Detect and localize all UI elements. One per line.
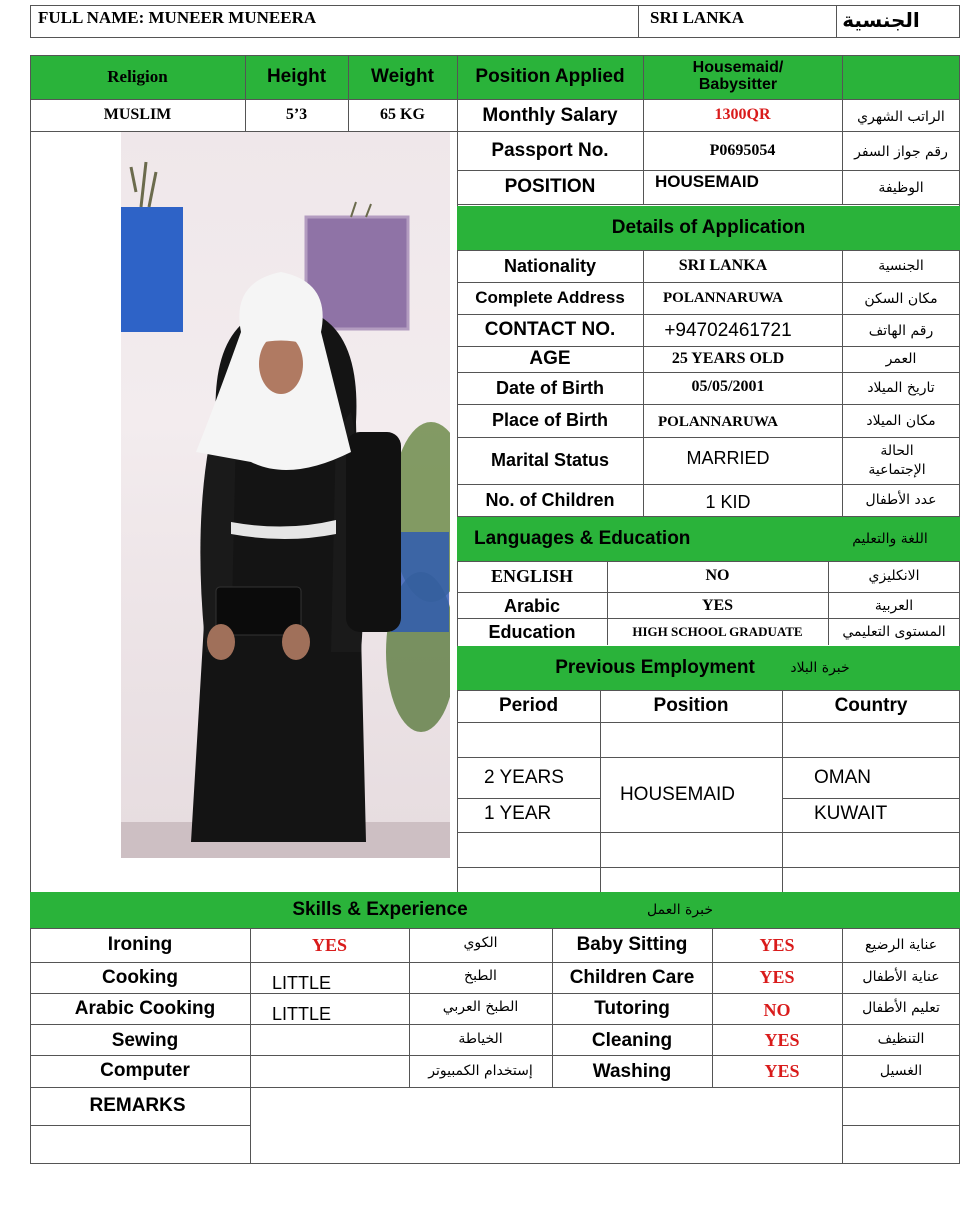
skill-tutoring-value: NO xyxy=(763,1000,791,1021)
skills-title-ar: خبرة العمل xyxy=(647,901,713,918)
skill-children-care-value: YES xyxy=(759,967,795,988)
contact-value: +94702461721 xyxy=(664,320,792,342)
position-value: HOUSEMAID xyxy=(655,172,759,192)
photo-illustration xyxy=(121,132,450,858)
skill-cleaning-ar: التنظيف xyxy=(877,1031,925,1048)
education-value: HIGH SCHOOL GRADUATE xyxy=(632,624,803,640)
skill-sewing-value xyxy=(250,1024,409,1055)
skill-ironing-ar: الكوي xyxy=(463,934,498,951)
header-nationality-ar: الجنسية xyxy=(842,7,920,32)
skill-tutoring-ar: تعليم الأطفال xyxy=(862,1000,940,1017)
religion-value: MUSLIM xyxy=(103,106,172,124)
employment-title-ar: خبرة البلاد xyxy=(790,659,850,676)
skill-baby-sitting-label: Baby Sitting xyxy=(576,934,688,956)
children-value: 1 KID xyxy=(705,491,751,512)
pob-value: POLANNARUWA xyxy=(658,413,778,430)
monthly-salary-ar: الراتب الشهري xyxy=(857,108,945,125)
skill-ironing-value: YES xyxy=(311,934,347,955)
religion-label: Religion xyxy=(107,67,168,87)
nationality-value: SRI LANKA xyxy=(678,256,768,274)
age-ar: العمر xyxy=(885,350,917,367)
position-label: POSITION xyxy=(504,176,596,198)
weight-label: Weight xyxy=(371,66,434,88)
skill-children-care-ar: عناية الأطفال xyxy=(862,969,940,986)
languages-title-ar: اللغة والتعليم xyxy=(852,530,928,547)
address-ar: مكان السكن xyxy=(864,290,938,307)
country-col-header: Country xyxy=(834,695,908,717)
weight-value: 65 KG xyxy=(380,106,425,124)
skill-cleaning-value: YES xyxy=(764,1030,800,1051)
arabic-ar: العربية xyxy=(874,597,914,614)
skills-title: Skills & Experience xyxy=(292,899,468,921)
address-label: Complete Address xyxy=(475,288,625,308)
skill-arabic-cooking-ar: الطبخ العربي xyxy=(442,998,519,1015)
skill-arabic-cooking-label: Arabic Cooking xyxy=(74,997,216,1019)
english-value: NO xyxy=(705,567,730,585)
english-ar: الانكليزي xyxy=(868,568,920,585)
dob-label: Date of Birth xyxy=(496,377,604,398)
skill-cooking-value: LITTLE xyxy=(272,973,332,994)
skill-washing-value: YES xyxy=(764,1061,800,1082)
details-title: Details of Application xyxy=(611,217,806,239)
marital-ar: الحالة الإجتماعية xyxy=(868,443,926,478)
position-col-header: Position xyxy=(653,695,729,717)
skill-sewing-ar: الخياطة xyxy=(458,1031,503,1048)
skill-baby-sitting-value: YES xyxy=(759,934,795,955)
monthly-salary-label: Monthly Salary xyxy=(482,104,618,126)
full-name: FULL NAME: MUNEER MUNEERA xyxy=(38,7,317,27)
skill-computer-ar: إستخدام الكمبيوتر xyxy=(428,1062,533,1079)
passport-label: Passport No. xyxy=(491,140,609,162)
arabic-value: YES xyxy=(701,596,734,614)
education-ar: المستوى التعليمي xyxy=(842,623,946,640)
header-nationality: SRI LANKA xyxy=(650,7,744,27)
skill-cleaning-label: Cleaning xyxy=(591,1029,673,1051)
languages-title: Languages & Education xyxy=(474,528,691,550)
employment-country-1: OMAN xyxy=(814,767,871,789)
skill-cooking-label: Cooking xyxy=(102,966,178,988)
dob-value: 05/05/2001 xyxy=(691,377,765,395)
height-label: Height xyxy=(266,66,327,88)
skill-washing-ar: الغسيل xyxy=(879,1063,923,1080)
education-label: Education xyxy=(488,621,576,642)
remarks-field xyxy=(250,1087,842,1164)
pob-label: Place of Birth xyxy=(491,410,609,431)
employment-title: Previous Employment xyxy=(555,657,755,679)
age-value: 25 YEARS OLD xyxy=(671,349,785,367)
skill-sewing-label: Sewing xyxy=(111,1029,179,1051)
remarks-label: REMARKS xyxy=(89,1095,186,1117)
employment-period-2: 1 YEAR xyxy=(484,803,552,825)
marital-value: MARRIED xyxy=(686,447,770,468)
contact-label: CONTACT NO. xyxy=(484,319,616,341)
pob-ar: مكان الميلاد xyxy=(866,412,936,429)
employment-period-1: 2 YEARS xyxy=(484,767,564,789)
applicant-photo xyxy=(121,132,450,858)
dob-ar: تاريخ الميلاد xyxy=(867,379,935,396)
skills-header xyxy=(30,892,960,928)
contact-ar: رقم الهاتف xyxy=(868,322,934,339)
skill-baby-sitting-ar: عناية الرضيع xyxy=(864,936,938,953)
skill-computer-value xyxy=(250,1055,409,1087)
skill-washing-label: Washing xyxy=(592,1060,672,1082)
backpack xyxy=(346,432,401,632)
period-col-header: Period xyxy=(498,695,559,717)
arabic-label: Arabic xyxy=(503,595,561,616)
children-label: No. of Children xyxy=(485,489,615,510)
passport-value: P0695054 xyxy=(709,141,776,159)
age-label: AGE xyxy=(529,348,571,370)
employment-country-2: KUWAIT xyxy=(814,803,888,825)
nationality-ar: الجنسية xyxy=(878,257,924,274)
skill-children-care-label: Children Care xyxy=(569,966,695,988)
skill-arabic-cooking-value: LITTLE xyxy=(272,1004,332,1025)
skill-tutoring-label: Tutoring xyxy=(594,997,670,1019)
blue-planter xyxy=(121,207,183,332)
position-applied-value: Housemaid/ Babysitter xyxy=(692,59,784,93)
face xyxy=(259,334,303,394)
position-ar: الوظيفة xyxy=(878,179,924,196)
position-applied-label: Position Applied xyxy=(475,66,625,88)
marital-label: Marital Status xyxy=(490,450,610,471)
skill-cooking-ar: الطبخ xyxy=(464,967,497,984)
employment-position: HOUSEMAID xyxy=(619,784,736,806)
children-ar: عدد الأطفال xyxy=(865,491,937,508)
nationality-label: Nationality xyxy=(503,255,596,276)
monthly-salary-value: 1300QR xyxy=(714,106,771,124)
skill-ironing-label: Ironing xyxy=(107,934,173,956)
english-label: ENGLISH xyxy=(490,566,574,587)
skill-computer-label: Computer xyxy=(100,1060,190,1082)
passport-ar: رقم جواز السفر xyxy=(854,143,948,160)
height-value: 5’3 xyxy=(285,106,308,124)
address-value: POLANNARUWA xyxy=(663,290,783,307)
